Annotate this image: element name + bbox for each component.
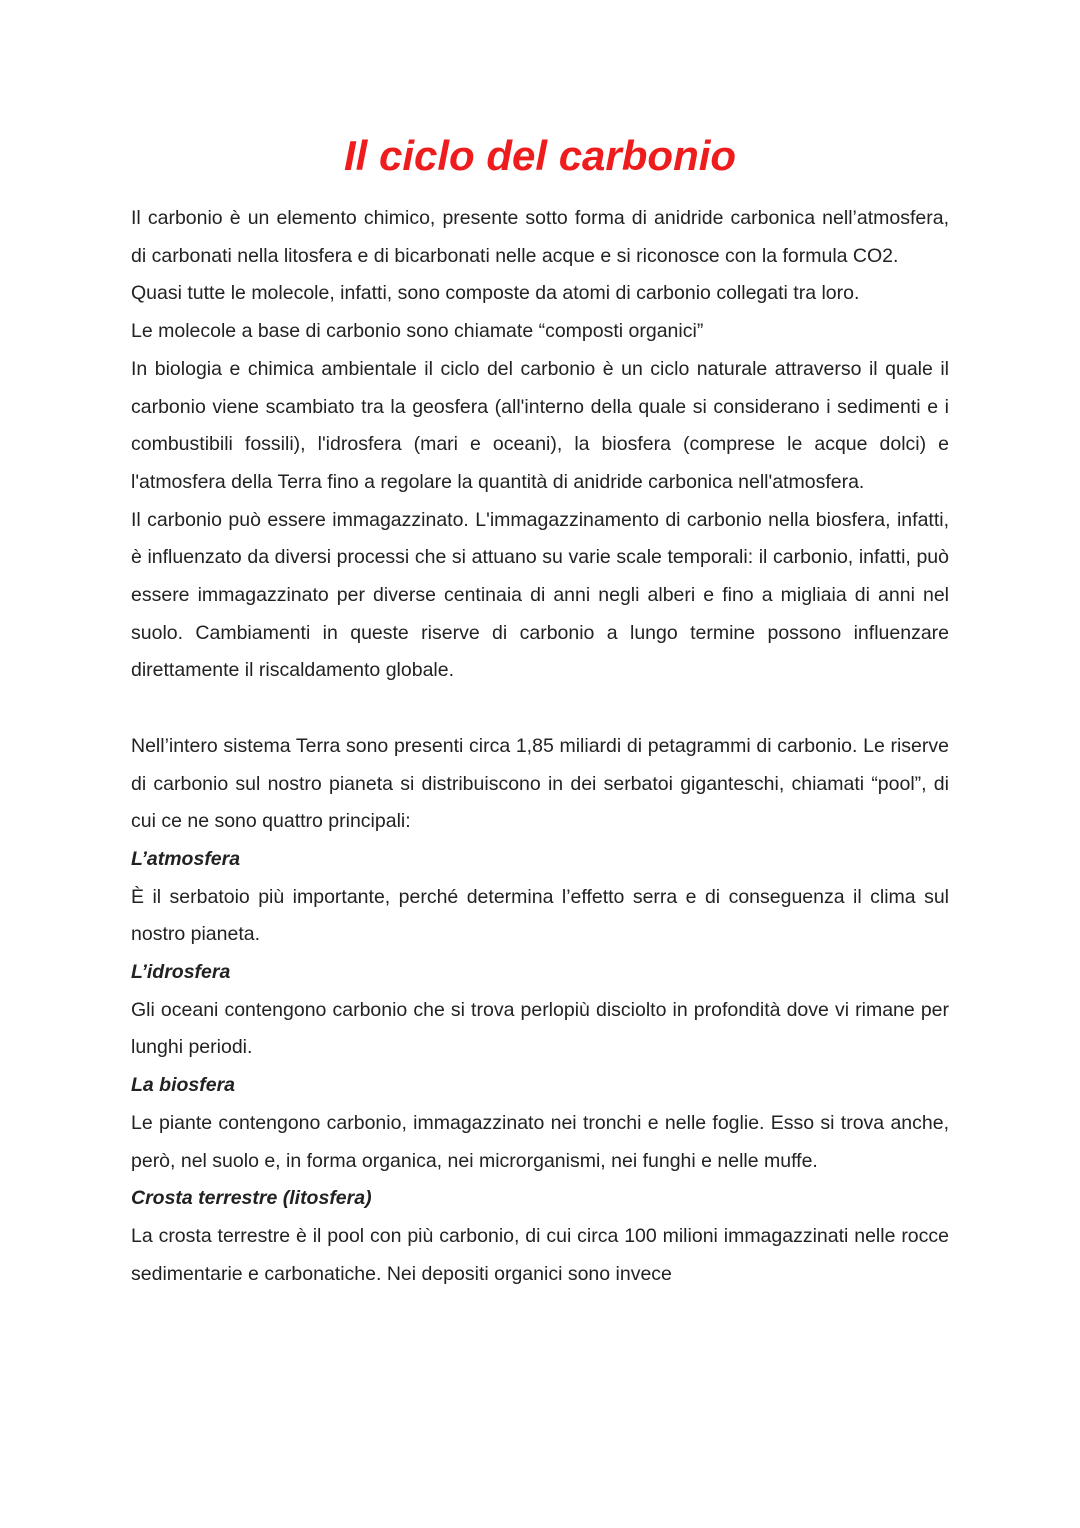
paragraph-carbon-cycle: In biologia e chimica ambientale il ciclo del carbonio è un ciclo naturale attraverso il quale il carbonio viene scambiato tra la geosfera (all'interno della quale si considerano i sedimenti e i combustibili fossili), l'idrosfera (mari e oceani), la biosfera (comprese le acque dolci) e l'atmosfera della Terra fino a regolare la quantità di anidride carbonica nell'atmosfera. <box>131 357 949 493</box>
paragraph-spacer <box>131 690 949 728</box>
paragraph-intro: Il carbonio è un elemento chimico, presente sotto forma di anidride carbonica nell’atmosfera, di carbonati nella litosfera e di bicarbonati nelle acque e si riconosce con la formula CO2. <box>131 207 949 267</box>
heading-hydrosphere: L’idrosfera <box>131 961 231 984</box>
paragraph-biosphere: Le piante contengono carbonio, immagazzinato nei tronchi e nelle foglie. Esso si trova anche, però, nel suolo e, in forma organica, nei microrganismi, nei funghi e nelle muffe. <box>131 1111 949 1172</box>
paragraph-organic-compounds: Le molecole a base di carbonio sono chiamate “composti organici” <box>131 320 704 343</box>
document-body <box>131 200 949 1293</box>
heading-biosphere: La biosfera <box>131 1074 236 1097</box>
heading-atmosphere: L’atmosfera <box>131 847 241 870</box>
paragraph-pools-intro: Nell’intero sistema Terra sono presenti circa 1,85 miliardi di petagrammi di carbonio. Le riserve di carbonio sul nostro pianeta si distribuiscono in dei serbatoi giganteschi, chiamati “pool”, di cui ce ne sono quattro principali: <box>131 734 949 833</box>
paragraph-hydrosphere: Gli oceani contengono carbonio che si trova perlopiù disciolto in profondità dove vi rimane per lunghi periodi. <box>131 998 949 1059</box>
document-title: Il ciclo del carbonio <box>343 132 737 179</box>
paragraph-molecules: Quasi tutte le molecole, infatti, sono composte da atomi di carbonio collegati tra loro. <box>131 282 860 305</box>
paragraph-atmosphere: È il serbatoio più importante, perché determina l’effetto serra e di conseguenza il clima sul nostro pianeta. <box>131 885 949 946</box>
heading-lithosphere: Crosta terrestre (litosfera) <box>131 1187 372 1210</box>
paragraph-storage: Il carbonio può essere immagazzinato. L'immagazzinamento di carbonio nella biosfera, infatti, è influenzato da diversi processi che si attuano su varie scale temporali: il carbonio, infatti, può essere immagazzinato per diverse centinaia di anni negli alberi e fino a migliaia di anni nel suolo. Cambiamenti in queste riserve di carbonio a lungo termine possono influenzare direttamente il riscaldamento globale. <box>131 508 949 682</box>
paragraph-lithosphere: La crosta terrestre è il pool con più carbonio, di cui circa 100 milioni immagazzinati nelle rocce sedimentarie e carbonatiche. Nei depositi organici sono invece <box>131 1224 949 1285</box>
